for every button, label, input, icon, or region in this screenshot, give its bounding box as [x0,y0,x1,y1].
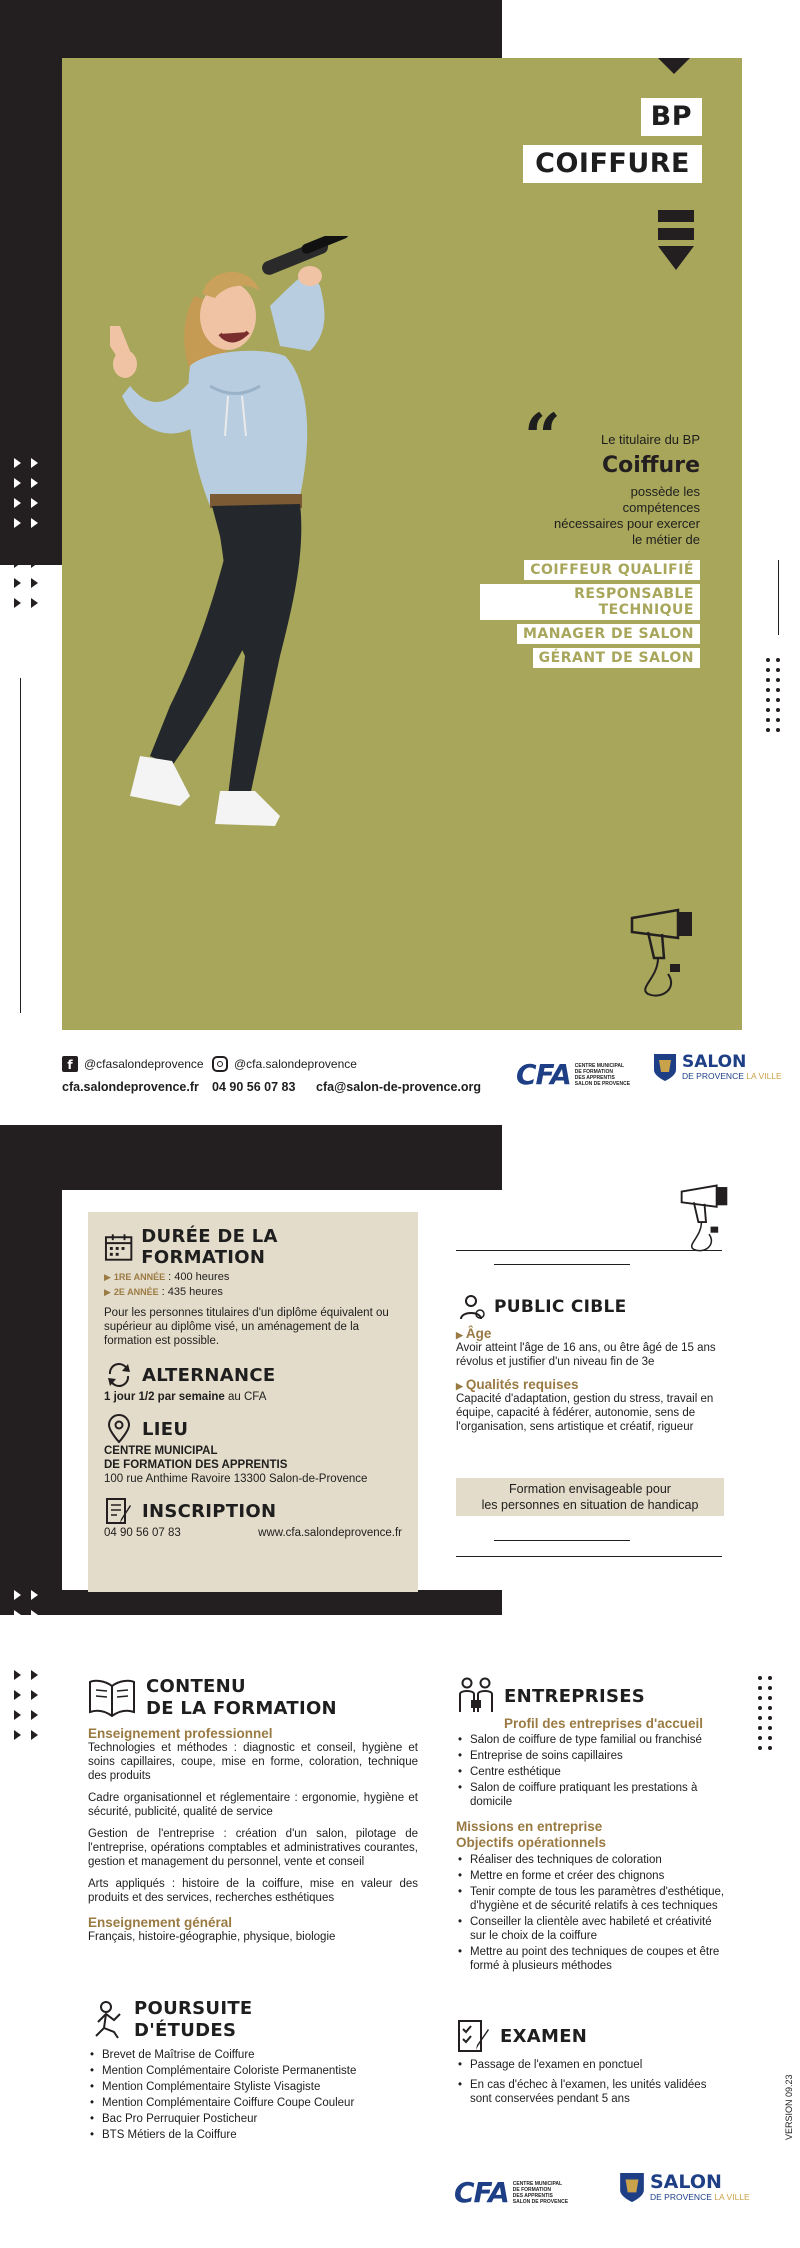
lieu-name1: CENTRE MUNICIPAL [104,1445,218,1457]
list-item: • Mettre au point des techniques de coupes et être formé à plusieurs méthodes [456,1945,726,1973]
missions-label: Missions en entreprise Objectifs opérationnels [456,1819,607,1850]
lion-crest-icon [652,1052,678,1082]
list-item: • Centre esthétique [456,1765,726,1779]
duree-year2: ▶ 2E ANNÉE : 435 heures [104,1286,223,1298]
examen-heading: EXAMEN [456,2018,726,2054]
lion-crest-icon [618,2170,646,2204]
inscription-contact [104,1526,402,1540]
inscription-heading: INSCRIPTION [104,1496,402,1526]
public-qual-text: Capacité d'adaptation, gestion du stress, travail en équipe, capacité à fédérer, autonomie, sens de l'organisation, sens artistique et créatif, rigueur [456,1393,714,1433]
job-item: MANAGER DE SALON [517,624,700,644]
phone-number[interactable]: 04 90 56 07 83 [212,1080,296,1094]
alternance-heading: ALTERNANCE [104,1360,402,1390]
list-item: • Mention Complémentaire Coiffure Coupe Couleur [88,2096,418,2110]
divider-line-short [494,1540,630,1541]
poursuite-list [88,2048,418,2142]
cfa-logo: CFA CENTRE MUNICIPAL DE FORMATION DES APPRENTIS SALON DE PROVENCE [516,1058,631,1091]
poursuite-heading: POURSUITE D'ÉTUDES [88,1998,418,2042]
public-qual-label: ▶ Qualités requises [456,1377,579,1392]
job-item: GÉRANT DE SALON [533,648,700,668]
list-item: • Passage de l'examen en ponctuel [456,2058,726,2072]
instagram-icon [212,1056,228,1072]
quote-block [480,400,700,668]
facebook-icon: f [62,1056,78,1072]
examen-list [456,2058,726,2106]
examen-section [456,2018,726,2106]
list-item: • Entreprise de soins capillaires [456,1749,726,1763]
poursuite-section [88,1998,418,2142]
lieu-name2: DE FORMATION DES APPRENTIS [104,1459,288,1471]
contenu-section [88,1676,418,1944]
job-item: RESPONSABLE TECHNIQUE [480,584,700,620]
quote-title: Coiffure [601,453,700,478]
woman-singing-illustration [110,236,430,936]
info-card [88,1212,418,1592]
public-age-label: ▶ Âge [456,1326,492,1341]
dots-decoration [758,1676,772,1750]
exam-checklist-icon [456,2018,492,2054]
instagram-link[interactable] [212,1056,357,1072]
contenu-pro-label: Enseignement professionnel [88,1726,273,1741]
location-pin-icon [104,1414,134,1444]
facebook-link[interactable] [62,1056,204,1072]
business-people-icon [456,1676,496,1716]
salon-logo: SALON DE PROVENCE LA VILLE [618,2170,750,2204]
public-heading: PUBLIC CIBLE [456,1292,724,1322]
stacked-bars-icon [658,210,694,272]
panel-notch [658,58,690,74]
website-link[interactable]: cfa.salondeprovence.fr [62,1080,199,1094]
duree-year1: ▶ 1RE ANNÉE : 400 heures [104,1271,230,1283]
open-book-icon [88,1678,136,1718]
divider-line [456,1556,722,1557]
dots-decoration [766,658,780,732]
calendar-icon [104,1232,133,1262]
triangles-decoration [14,458,40,608]
cycle-arrows-icon [104,1360,134,1390]
list-item: • Bac Pro Perruquier Posticheur [88,2112,418,2126]
alternance-rhythm: 1 jour 1/2 par semaine au CFA [104,1391,267,1403]
divider-line-short [494,1264,630,1265]
profil-label: Profil des entreprises d'accueil [504,1716,704,1731]
contenu-gen-text: Français, histoire-géographie, physique, biologie [88,1931,336,1943]
job-list [480,560,700,668]
list-item: • Conseiller la clientèle avec habileté et créativité sur le choix de la coiffure [456,1915,726,1943]
list-item: • Mention Complémentaire Coloriste Permanentiste [88,2064,418,2078]
list-item: • BTS Métiers de la Coiffure [88,2128,418,2142]
contenu-para: Arts appliqués : histoire de la coiffure, mise en valeur des produits et des services, recherches esthétiques [88,1878,418,1904]
divider-line [456,1250,722,1251]
public-section [456,1292,724,1434]
title-bp: BP [641,98,702,136]
list-item: • Tenir compte de tous les paramètres d'esthétique, d'hygiène et de sécurité relatifs à ces techniques [456,1885,726,1913]
list-item: • Mettre en forme et créer des chignons [456,1869,726,1883]
lieu-heading: LIEU [104,1414,402,1444]
missions-list [456,1853,726,1973]
person-climbing-icon [88,2000,124,2040]
inscription-website[interactable]: www.cfa.salondeprovence.fr [258,1527,402,1539]
list-item: • Brevet de Maîtrise de Coiffure [88,2048,418,2062]
email-link[interactable]: cfa@salon-de-provence.org [316,1080,482,1094]
quote-text: possède les compétences nécessaires pour exercer le métier de [554,484,700,547]
list-item: • Mention Complémentaire Styliste Visagiste [88,2080,418,2094]
profil-list [456,1733,726,1809]
instagram-handle: @cfa.salondeprovence [234,1057,357,1071]
left-vertical-line [20,678,21,1013]
triangles-decoration [14,1590,40,1740]
contenu-para: Gestion de l'entreprise : création d'un salon, pilotage de l'entreprise, opérations comptables et administratives courantes, gestion et management du personnel, vente et conseil [88,1828,418,1868]
contenu-heading: CONTENU DE LA FORMATION [88,1676,418,1720]
contenu-gen-label: Enseignement général [88,1915,233,1930]
duree-note: Pour les personnes titulaires d'un diplôme équivalent ou supérieur au diplôme visé, un aménagement de la formation est possible. [104,1307,389,1347]
salon-logo: SALON DE PROVENCE LA VILLE [652,1052,782,1082]
inscription-phone[interactable]: 04 90 56 07 83 [104,1527,181,1539]
facebook-handle: @cfasalondeprovence [84,1057,204,1071]
quote-mark-icon: “ [524,400,561,475]
title-coiffure: COIFFURE [523,145,702,183]
person-target-icon [456,1292,486,1322]
public-age-text: Avoir atteint l'âge de 16 ans, ou être âgé de 15 ans révolus et justifier d'un niveau fin de 3e [456,1342,716,1368]
contenu-para: Technologies et méthodes : diagnostic et conseil, hygiène et soins capillaires, coupe, mise en forme, coloration, technique des produits [88,1742,418,1782]
hair-dryer-icon [676,1184,736,1254]
duree-heading: DURÉE DE LA FORMATION [104,1226,402,1268]
lieu-address: 100 rue Anthime Ravoire 13300 Salon-de-Provence [104,1473,368,1485]
cover-white-tab [0,565,62,1025]
form-pencil-icon [104,1496,134,1526]
contenu-para: Cadre organisationnel et réglementaire : ergonomie, hygiène et sécurité, publicité, qualité de service [88,1792,418,1818]
cfa-logo: CFA CENTRE MUNICIPAL DE FORMATION DES APPRENTIS SALON DE PROVENCE [454,2176,569,2209]
entreprises-section [456,1676,726,1973]
list-item: • Réaliser des techniques de coloration [456,1853,726,1867]
handicap-box: Formation envisageable pour les personnes en situation de handicap [456,1478,724,1516]
hair-dryer-icon [628,908,700,1000]
quote-intro: Le titulaire du BP [600,432,700,447]
right-vertical-line [778,560,779,635]
job-item: COIFFEUR QUALIFIÉ [524,560,700,580]
version-label: VERSION 09.23 [784,2074,794,2140]
list-item: • Salon de coiffure pratiquant les prestations à domicile [456,1781,726,1809]
entreprises-heading: ENTREPRISES [456,1676,726,1716]
list-item: • Salon de coiffure de type familial ou franchisé [456,1733,726,1747]
list-item: • En cas d'échec à l'examen, les unités validées sont conservées pendant 5 ans [456,2078,726,2106]
